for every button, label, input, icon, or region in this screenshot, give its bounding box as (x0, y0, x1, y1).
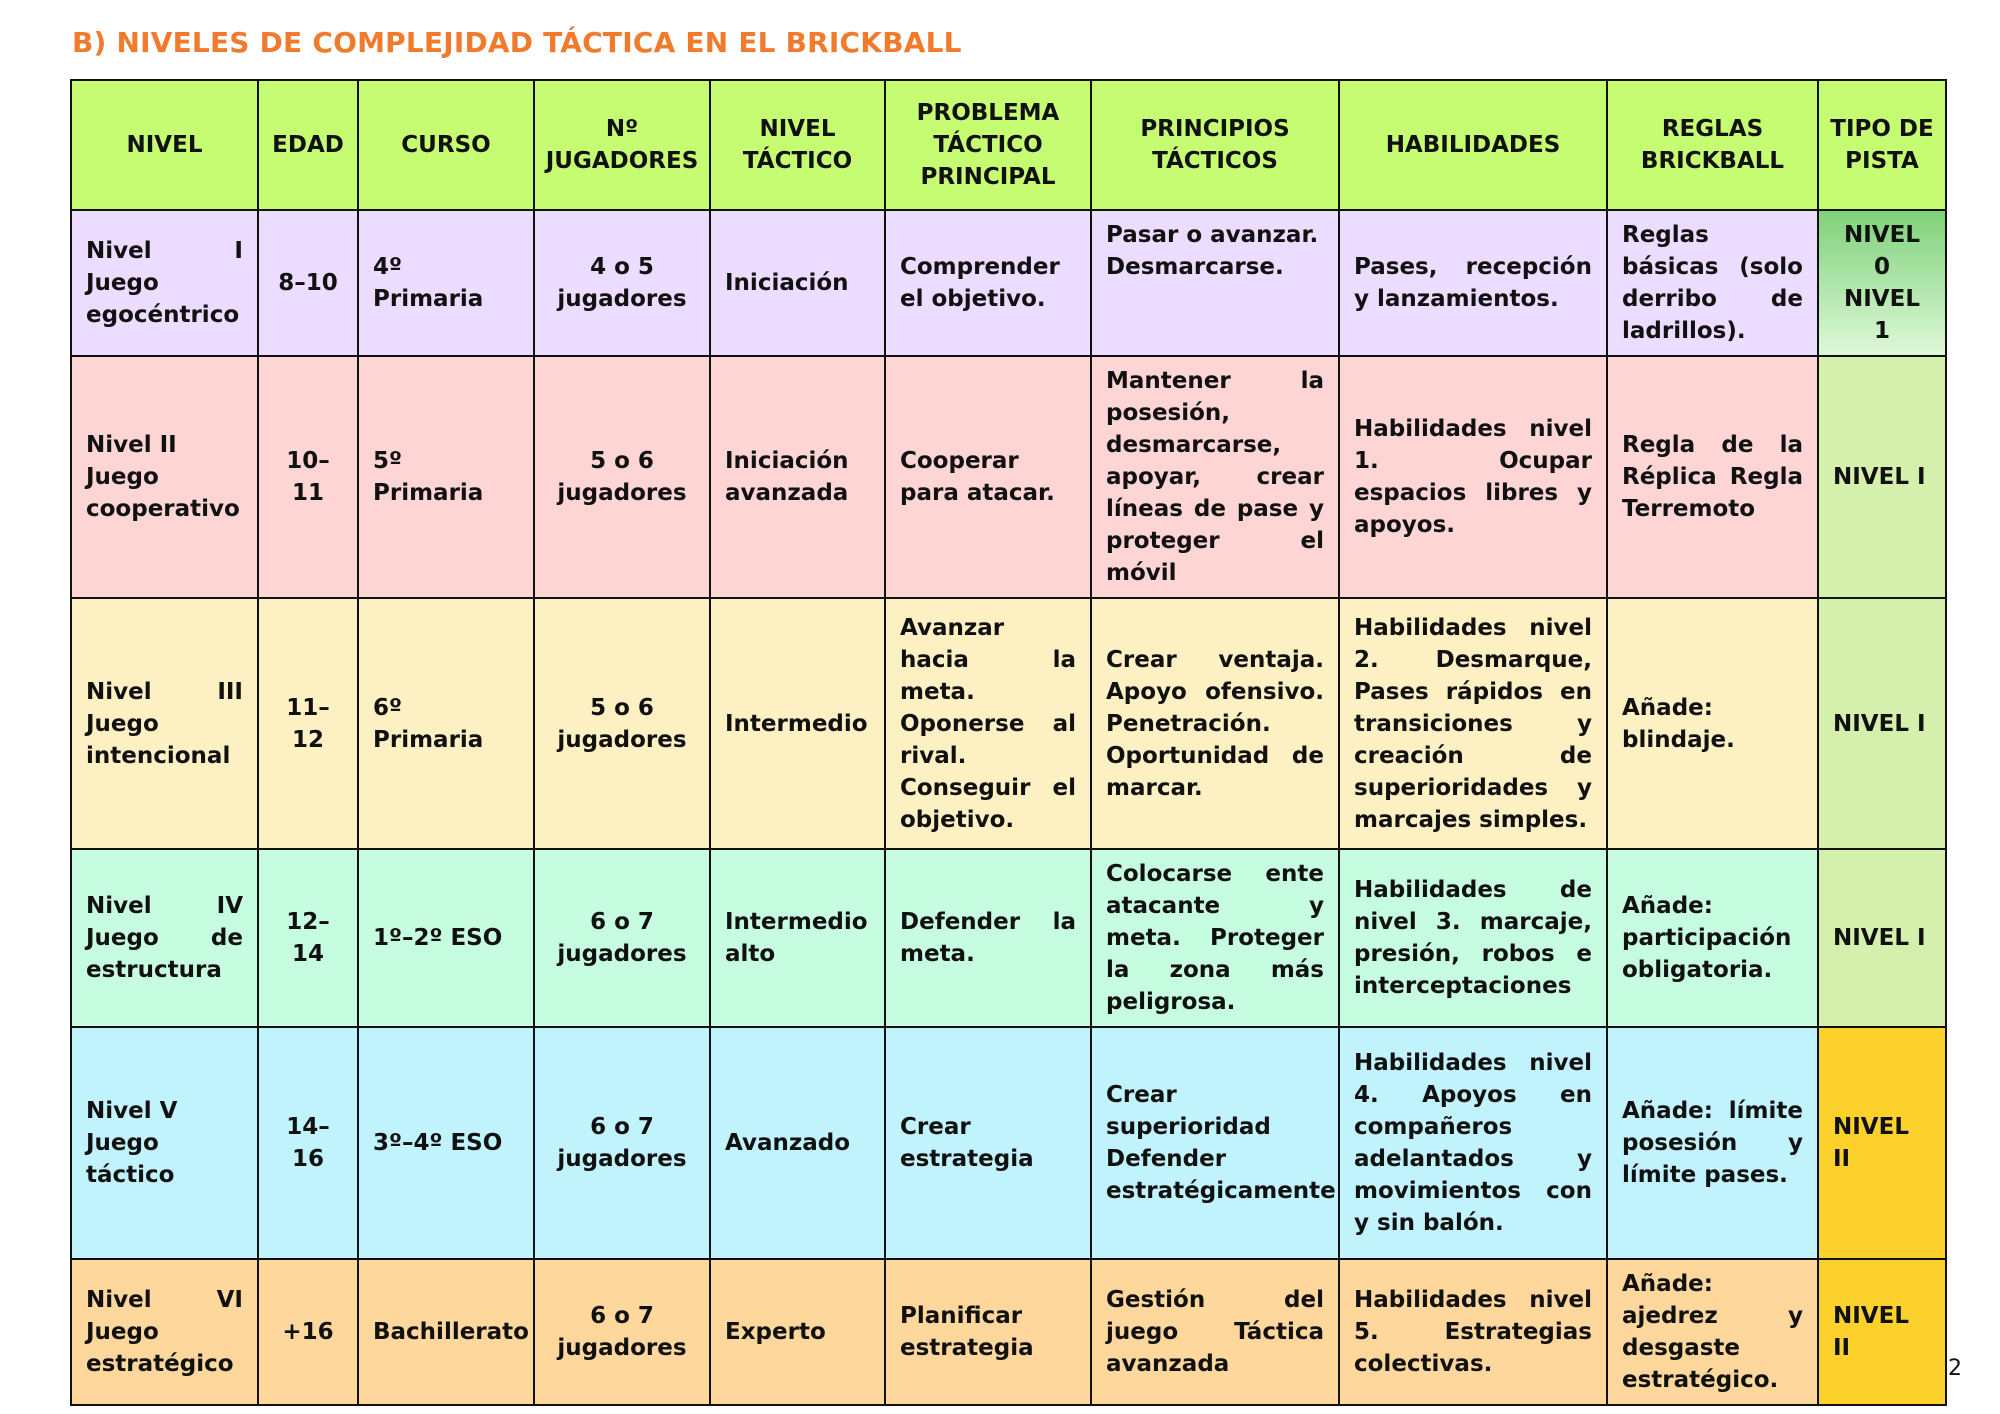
header-problema: PROBLEMA TÁCTICO PRINCIPAL (885, 80, 1091, 210)
cell-nivel-tactico: Iniciación avanzada (710, 356, 885, 598)
header-pista: TIPO DE PISTA (1818, 80, 1946, 210)
cell-nivel: Nivel V Juego táctico (71, 1027, 258, 1259)
table-row (71, 598, 1946, 849)
cell-nivel-tactico: Intermedio (710, 598, 885, 849)
cell-nivel-tactico: Iniciación (710, 210, 885, 356)
cell-reglas: Añade: límite posesión y límite pases. (1607, 1027, 1818, 1259)
cell-edad: 8–10 (258, 210, 358, 356)
header-jugadores: Nº JUGADORES (534, 80, 710, 210)
header-principios: PRINCIPIOS TÁCTICOS (1091, 80, 1339, 210)
cell-curso: 6º Primaria (358, 598, 534, 849)
header-curso: CURSO (358, 80, 534, 210)
cell-problema: Avanzar hacia la meta. Oponerse al rival. Conseguir el objetivo. (885, 598, 1091, 849)
cell-habilidades: Pases, recepción y lanzamientos. (1339, 210, 1607, 356)
cell-edad: 12–14 (258, 849, 358, 1027)
cell-reglas: Añade: blindaje. (1607, 598, 1818, 849)
cell-curso: 5º Primaria (358, 356, 534, 598)
cell-principios: Crear superioridad Defender estratégicamente (1091, 1027, 1339, 1259)
cell-principios: Crear ventaja. Apoyo ofensivo. Penetración. Oportunidad de marcar. (1091, 598, 1339, 849)
cell-reglas: Añade: ajedrez y desgaste estratégico. (1607, 1259, 1818, 1405)
cell-edad: 14–16 (258, 1027, 358, 1259)
complexity-levels-table (70, 79, 1947, 1406)
table-row (71, 849, 1946, 1027)
cell-pista: NIVEL II (1818, 1259, 1946, 1405)
cell-jugadores: 6 o 7 jugadores (534, 849, 710, 1027)
header-edad: EDAD (258, 80, 358, 210)
table-header-row (71, 80, 1946, 210)
cell-curso: 3º–4º ESO (358, 1027, 534, 1259)
cell-pista: NIVEL I (1818, 849, 1946, 1027)
cell-curso: 1º–2º ESO (358, 849, 534, 1027)
table-row (71, 1259, 1946, 1405)
cell-pista: NIVEL I (1818, 598, 1946, 849)
cell-habilidades: Habilidades nivel 5. Estrategias colectivas. (1339, 1259, 1607, 1405)
cell-nivel: Nivel VI Juego estratégico (71, 1259, 258, 1405)
cell-edad: 10–11 (258, 356, 358, 598)
cell-pista: NIVEL II (1818, 1027, 1946, 1259)
cell-curso: Bachillerato (358, 1259, 534, 1405)
cell-habilidades: Habilidades nivel 1. Ocupar espacios libres y apoyos. (1339, 356, 1607, 598)
table-row (71, 1027, 1946, 1259)
cell-nivel: Nivel I Juego egocéntrico (71, 210, 258, 356)
cell-habilidades: Habilidades nivel 4. Apoyos en compañeros adelantados y movimientos con y sin balón. (1339, 1027, 1607, 1259)
cell-pista: NIVEL 0 NIVEL 1 (1818, 210, 1946, 356)
cell-nivel-tactico: Intermedio alto (710, 849, 885, 1027)
cell-jugadores: 6 o 7 jugadores (534, 1259, 710, 1405)
cell-nivel: Nivel II Juego cooperativo (71, 356, 258, 598)
cell-reglas: Reglas básicas (solo derribo de ladrillos). (1607, 210, 1818, 356)
cell-nivel-tactico: Experto (710, 1259, 885, 1405)
cell-jugadores: 5 o 6 jugadores (534, 356, 710, 598)
page-title: B) NIVELES DE COMPLEJIDAD TÁCTICA EN EL BRICKBALL (72, 26, 962, 59)
cell-pista: NIVEL I (1818, 356, 1946, 598)
header-habilidades: HABILIDADES (1339, 80, 1607, 210)
header-nivel-tactico: NIVEL TÁCTICO (710, 80, 885, 210)
cell-nivel-tactico: Avanzado (710, 1027, 885, 1259)
table-row (71, 356, 1946, 598)
cell-problema: Crear estrategia (885, 1027, 1091, 1259)
cell-nivel: Nivel IV Juego de estructura (71, 849, 258, 1027)
cell-curso: 4º Primaria (358, 210, 534, 356)
cell-problema: Comprender el objetivo. (885, 210, 1091, 356)
cell-habilidades: Habilidades de nivel 3. marcaje, presión, robos e interceptaciones (1339, 849, 1607, 1027)
table-row (71, 210, 1946, 356)
cell-principios: Pasar o avanzar. Desmarcarse. (1091, 210, 1339, 356)
cell-jugadores: 5 o 6 jugadores (534, 598, 710, 849)
cell-habilidades: Habilidades nivel 2. Desmarque, Pases rápidos en transiciones y creación de superioridades y marcajes simples. (1339, 598, 1607, 849)
cell-principios: Mantener la posesión, desmarcarse, apoyar, crear líneas de pase y proteger el móvil (1091, 356, 1339, 598)
cell-nivel: Nivel III Juego intencional (71, 598, 258, 849)
cell-problema: Planificar estrategia (885, 1259, 1091, 1405)
cell-edad: +16 (258, 1259, 358, 1405)
header-nivel: NIVEL (71, 80, 258, 210)
cell-jugadores: 6 o 7 jugadores (534, 1027, 710, 1259)
cell-problema: Defender la meta. (885, 849, 1091, 1027)
cell-edad: 11–12 (258, 598, 358, 849)
page-number: 2 (1948, 1356, 1962, 1381)
cell-principios: Colocarse ente atacante y meta. Proteger la zona más peligrosa. (1091, 849, 1339, 1027)
header-reglas: REGLAS BRICKBALL (1607, 80, 1818, 210)
cell-principios: Gestión del juego Táctica avanzada (1091, 1259, 1339, 1405)
cell-reglas: Regla de la Réplica Regla Terremoto (1607, 356, 1818, 598)
cell-jugadores: 4 o 5 jugadores (534, 210, 710, 356)
cell-problema: Cooperar para atacar. (885, 356, 1091, 598)
cell-reglas: Añade: participación obligatoria. (1607, 849, 1818, 1027)
